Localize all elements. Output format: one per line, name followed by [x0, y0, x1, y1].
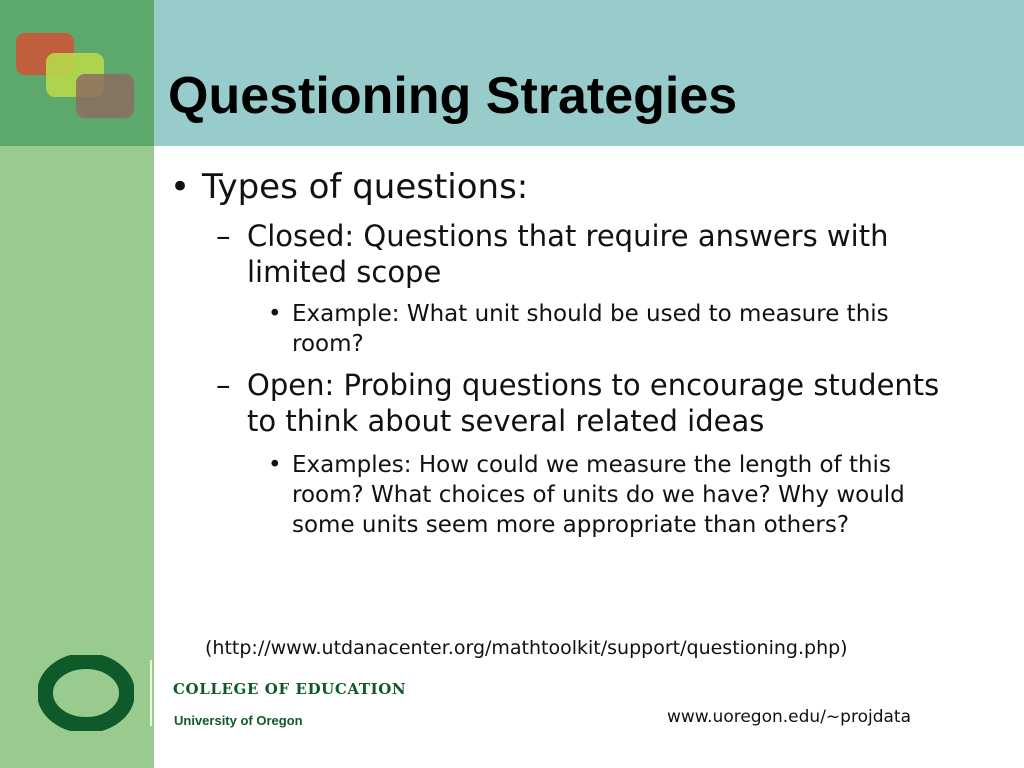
bullet-marker: • [268, 452, 282, 478]
bullet-text: Example: What unit should be used to measure this room? [292, 301, 889, 357]
bullet-marker: • [170, 167, 191, 207]
bullet-text: Examples: How could we measure the length of this room? What choices of units do we have? Why would some units seem more appropriate than others? [292, 452, 905, 538]
site-url: www.uoregon.edu/~projdata [667, 707, 911, 727]
dash-marker: – [216, 219, 231, 253]
decor-square-brown [76, 74, 134, 118]
university-o-logo [38, 655, 134, 731]
bullet-open-example [268, 450, 948, 540]
bullet-closed [216, 218, 976, 290]
bullet-text: Types of questions: [202, 167, 529, 207]
bullet-closed-example [268, 299, 948, 359]
bullet-types-of-questions [170, 166, 990, 208]
bullet-text: Closed: Questions that require answers with limited scope [247, 219, 889, 289]
bullet-open [216, 367, 976, 439]
slide-title: Questioning Strategies [168, 67, 738, 125]
college-of-education-label: COLLEGE OF EDUCATION [173, 680, 407, 698]
logo-divider [150, 660, 152, 726]
dash-marker: – [216, 368, 231, 402]
university-of-oregon-label: University of Oregon [174, 713, 303, 728]
bullet-text: Open: Probing questions to encourage students to think about several related ideas [247, 368, 940, 438]
citation-link: (http://www.utdanacenter.org/mathtoolkit/support/questioning.php) [205, 637, 848, 659]
bullet-marker: • [268, 301, 282, 327]
